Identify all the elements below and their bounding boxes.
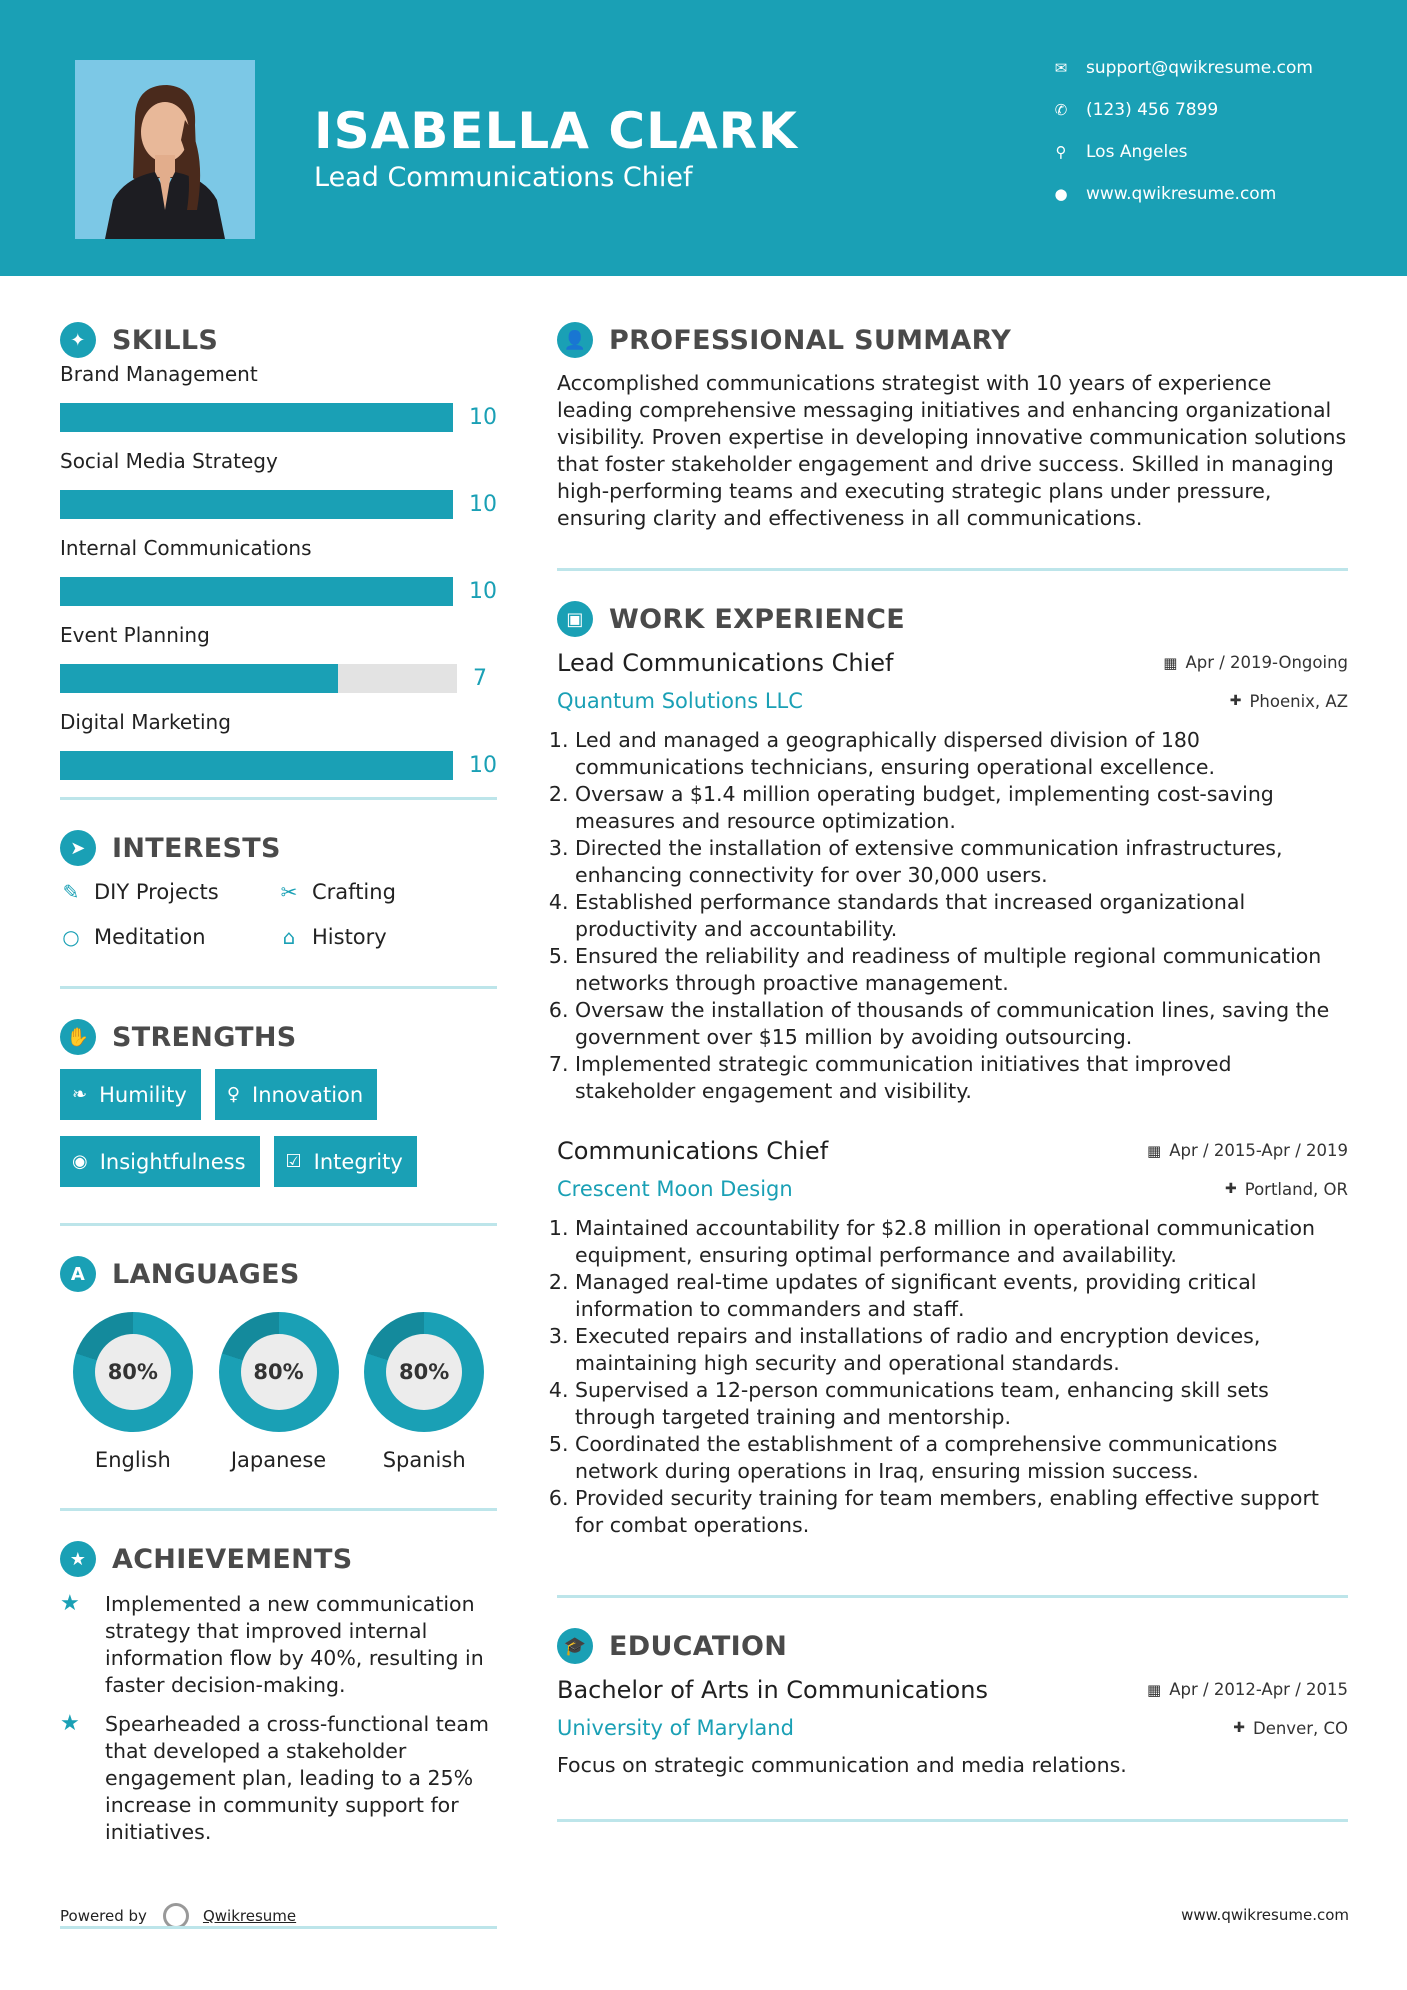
contact-location-text: Los Angeles	[1086, 142, 1188, 162]
skill-item	[60, 449, 497, 519]
check-square-icon: ☑	[285, 1151, 302, 1172]
skill-value: 10	[469, 404, 497, 430]
language-percent: 80%	[386, 1334, 462, 1410]
strength-label: Innovation	[252, 1082, 364, 1107]
skill-bar	[60, 577, 453, 606]
section-divider	[60, 986, 497, 989]
skills-list	[60, 362, 497, 780]
skill-name: Brand Management	[60, 362, 258, 386]
person-portrait-icon	[75, 60, 255, 239]
language-percent: 80%	[241, 1334, 317, 1410]
interest-item	[60, 923, 278, 950]
contact-email-text: support@qwikresume.com	[1086, 58, 1313, 78]
job-date	[1163, 653, 1348, 672]
strengths-heading	[60, 1017, 497, 1057]
scissors-icon: ✂	[280, 879, 298, 904]
wrench-icon: ✎	[62, 879, 80, 904]
contact-website-text: www.qwikresume.com	[1086, 184, 1277, 204]
education-heading	[557, 1626, 1348, 1666]
job-date-text: Apr / 2015-Apr / 2019	[1169, 1141, 1348, 1160]
job-date	[1147, 1141, 1348, 1160]
duty-item: 6. Provided security training for team members, enabling effective support for combat operations.	[575, 1485, 1348, 1539]
hand-icon: ✋	[60, 1019, 96, 1055]
skill-bar-fill	[60, 403, 453, 432]
skill-item	[60, 710, 497, 780]
section-divider	[60, 797, 497, 800]
education-title: EDUCATION	[609, 1630, 788, 1662]
candidate-role: Lead Communications Chief	[314, 162, 693, 193]
section-divider	[60, 1223, 497, 1226]
right-column	[557, 320, 1348, 1822]
briefcase-icon: ▣	[557, 601, 593, 637]
language-item	[60, 1312, 206, 1472]
duties-list	[557, 1215, 1348, 1539]
interests-heading	[60, 828, 497, 868]
achievement-item	[60, 1591, 497, 1699]
language-item	[351, 1312, 497, 1472]
interest-label: Crafting	[312, 879, 396, 904]
language-donut	[364, 1312, 484, 1432]
powered-by-label: Powered by	[60, 1907, 147, 1925]
calendar-icon: ▦	[1163, 653, 1178, 672]
profile-photo	[75, 60, 255, 239]
duty-item: 2. Oversaw a $1.4 million operating budget, implementing cost-saving measures and resource optimization.	[575, 781, 1348, 835]
achievement-item	[60, 1711, 497, 1846]
language-item	[206, 1312, 352, 1472]
skill-bar-fill	[60, 577, 453, 606]
skill-bar	[60, 751, 453, 780]
calendar-icon: ▦	[1147, 1680, 1162, 1699]
lightbulb-icon: ✦	[60, 322, 96, 358]
language-donut	[73, 1312, 193, 1432]
star-icon: ★	[60, 1591, 80, 1616]
contact-website[interactable]	[1050, 184, 1276, 204]
phone-icon: ✆	[1054, 101, 1068, 119]
user-icon: 👤	[557, 322, 593, 358]
education-location-text: Denver, CO	[1252, 1718, 1348, 1738]
interest-item	[60, 878, 278, 905]
languages-list	[60, 1312, 497, 1472]
summary-title: PROFESSIONAL SUMMARY	[609, 324, 1012, 356]
job-location-text: Phoenix, AZ	[1249, 691, 1348, 711]
school-name: University of Maryland	[557, 1716, 794, 1740]
education-date-text: Apr / 2012-Apr / 2015	[1169, 1680, 1348, 1699]
skills-heading	[60, 320, 497, 360]
interest-item	[278, 878, 478, 905]
language-icon: A	[60, 1256, 96, 1292]
duty-item: 6. Oversaw the installation of thousands of communication lines, saving the government over $15 million by avoiding outsourcing.	[575, 997, 1348, 1051]
languages-heading	[60, 1254, 497, 1294]
language-percent: 80%	[95, 1334, 171, 1410]
envelope-icon: ✉	[1054, 59, 1068, 77]
duty-item: 7. Implemented strategic communication initiatives that improved stakeholder engagement and visibility.	[575, 1051, 1348, 1105]
job-entry	[557, 649, 1348, 1105]
achievements-list	[60, 1591, 497, 1846]
achievement-text: Spearheaded a cross-functional team that developed a stakeholder engagement plan, leading to a 25% increase in community support for initiatives.	[105, 1712, 489, 1844]
graduate-icon: 🎓	[557, 1628, 593, 1664]
header-banner	[0, 0, 1407, 276]
duty-item: 3. Executed repairs and installations of radio and encryption devices, maintaining high security and operational standards.	[575, 1323, 1348, 1377]
eye-icon: ◉	[72, 1151, 88, 1172]
paper-plane-icon: ➤	[60, 830, 96, 866]
duty-item: 5. Ensured the reliability and readiness of multiple regional communication networks through proactive management.	[575, 943, 1348, 997]
candidate-name: ISABELLA CLARK	[314, 102, 798, 160]
job-title: Communications Chief	[557, 1137, 829, 1165]
skill-name: Event Planning	[60, 623, 210, 647]
globe-icon: ●	[1054, 185, 1068, 203]
star-icon: ★	[60, 1711, 80, 1736]
languages-title: LANGUAGES	[112, 1258, 300, 1290]
skill-bar-fill	[60, 751, 453, 780]
summary-heading	[557, 320, 1348, 360]
lightbulb-icon: ♀	[226, 1084, 241, 1105]
section-divider	[557, 568, 1348, 571]
interest-label: History	[312, 924, 387, 949]
skill-bar	[60, 403, 453, 432]
duties-list	[557, 727, 1348, 1105]
company-name: Crescent Moon Design	[557, 1177, 793, 1201]
job-location	[1225, 1180, 1348, 1199]
language-name: Japanese	[230, 1448, 327, 1472]
skill-name: Internal Communications	[60, 536, 312, 560]
education-note: Focus on strategic communication and media relations.	[557, 1753, 1127, 1777]
interest-label: DIY Projects	[94, 879, 219, 904]
experience-heading	[557, 599, 1348, 639]
contact-email[interactable]	[1050, 58, 1313, 78]
skill-name: Social Media Strategy	[60, 449, 278, 473]
interest-label: Meditation	[94, 924, 206, 949]
skill-item	[60, 362, 497, 432]
section-divider	[60, 1508, 497, 1511]
skill-name: Digital Marketing	[60, 710, 231, 734]
job-location-text: Portland, OR	[1244, 1179, 1348, 1199]
skill-item	[60, 623, 497, 693]
pin-icon: ✚	[1233, 1720, 1245, 1736]
pin-icon: ✚	[1229, 693, 1242, 709]
duty-item: 4. Established performance standards that increased organizational productivity and accountability.	[575, 889, 1348, 943]
job-title: Lead Communications Chief	[557, 649, 894, 677]
section-divider	[60, 1926, 497, 1929]
duty-item: 3. Directed the installation of extensive communication infrastructures, enhancing connectivity for over 30,000 users.	[575, 835, 1348, 889]
circle-icon: ○	[62, 924, 80, 949]
section-divider	[557, 1819, 1348, 1822]
strength-label: Humility	[99, 1082, 187, 1107]
degree-title: Bachelor of Arts in Communications	[557, 1676, 988, 1704]
duty-item: 2. Managed real-time updates of significant events, providing critical information to commanders and staff.	[575, 1269, 1348, 1323]
duty-item: 4. Supervised a 12-person communications team, enhancing skill sets through targeted training and mentorship.	[575, 1377, 1348, 1431]
map-pin-icon: ⚲	[1055, 143, 1067, 161]
skill-value: 7	[473, 665, 487, 691]
duty-item: 5. Coordinated the establishment of a comprehensive communications network during operations in Iraq, ensuring mission success.	[575, 1431, 1348, 1485]
experience-title: WORK EXPERIENCE	[609, 603, 905, 635]
achievements-heading	[60, 1539, 497, 1579]
skill-value: 10	[469, 491, 497, 517]
skill-item	[60, 536, 497, 606]
strength-label: Integrity	[313, 1149, 403, 1174]
strength-label: Insightfulness	[99, 1149, 246, 1174]
skill-value: 10	[469, 752, 497, 778]
duty-item: 1. Led and managed a geographically dispersed division of 180 communications technicians, ensuring operational excellence.	[575, 727, 1348, 781]
calendar-icon: ▦	[1147, 1141, 1162, 1160]
skill-bar-fill	[60, 664, 338, 693]
museum-icon: ⌂	[282, 924, 296, 949]
skill-bar	[60, 490, 453, 519]
skill-bar-fill	[60, 490, 453, 519]
strength-tag	[274, 1136, 417, 1187]
leaf-icon: ❧	[72, 1084, 88, 1105]
strengths-tags	[60, 1069, 497, 1187]
job-date-text: Apr / 2019-Ongoing	[1185, 653, 1348, 672]
interests-list	[60, 878, 497, 950]
language-name: Spanish	[382, 1448, 466, 1472]
contact-phone[interactable]	[1050, 100, 1218, 120]
skill-bar	[60, 664, 457, 693]
strength-tag	[60, 1069, 201, 1120]
skills-title: SKILLS	[112, 324, 219, 356]
duty-item: 1. Maintained accountability for $2.8 million in operational communication equipment, ensuring optimal performance and availability.	[575, 1215, 1348, 1269]
achievement-text: Implemented a new communication strategy that improved internal information flow by 40%, resulting in faster decision-making.	[105, 1592, 484, 1697]
section-divider	[557, 1595, 1348, 1598]
language-name: English	[94, 1448, 171, 1472]
education-location	[1233, 1719, 1348, 1738]
job-entry	[557, 1137, 1348, 1539]
interests-title: INTERESTS	[112, 832, 281, 864]
job-location	[1230, 692, 1348, 711]
left-column	[60, 320, 497, 1846]
company-name: Quantum Solutions LLC	[557, 689, 803, 713]
strength-tag	[60, 1136, 260, 1187]
summary-text: Accomplished communications strategist with 10 years of experience leading comprehensive messaging initiatives and enhancing organizational visibility. Proven expertise in developing innovative communication solutions that foster stakeholder engagement and drive success. Skilled in managing high-performing teams and executing strategic plans under pressure, ensuring clarity and effectiveness in all communications.	[557, 371, 1347, 530]
pin-icon: ✚	[1224, 1181, 1237, 1197]
interest-item	[278, 923, 478, 950]
strength-tag	[215, 1069, 377, 1120]
achievements-title: ACHIEVEMENTS	[112, 1543, 353, 1575]
qwikresume-link[interactable]: Qwikresume	[202, 1907, 297, 1925]
strengths-title: STRENGTHS	[112, 1021, 297, 1053]
education-entry	[557, 1676, 1348, 1779]
contact-location	[1050, 142, 1188, 162]
language-donut	[219, 1312, 339, 1432]
footer-site[interactable]: www.qwikresume.com	[1181, 1906, 1349, 1924]
education-date	[1147, 1680, 1348, 1699]
star-badge-icon: ★	[60, 1541, 96, 1577]
contact-phone-text: (123) 456 7899	[1086, 100, 1219, 120]
skill-value: 10	[469, 578, 497, 604]
